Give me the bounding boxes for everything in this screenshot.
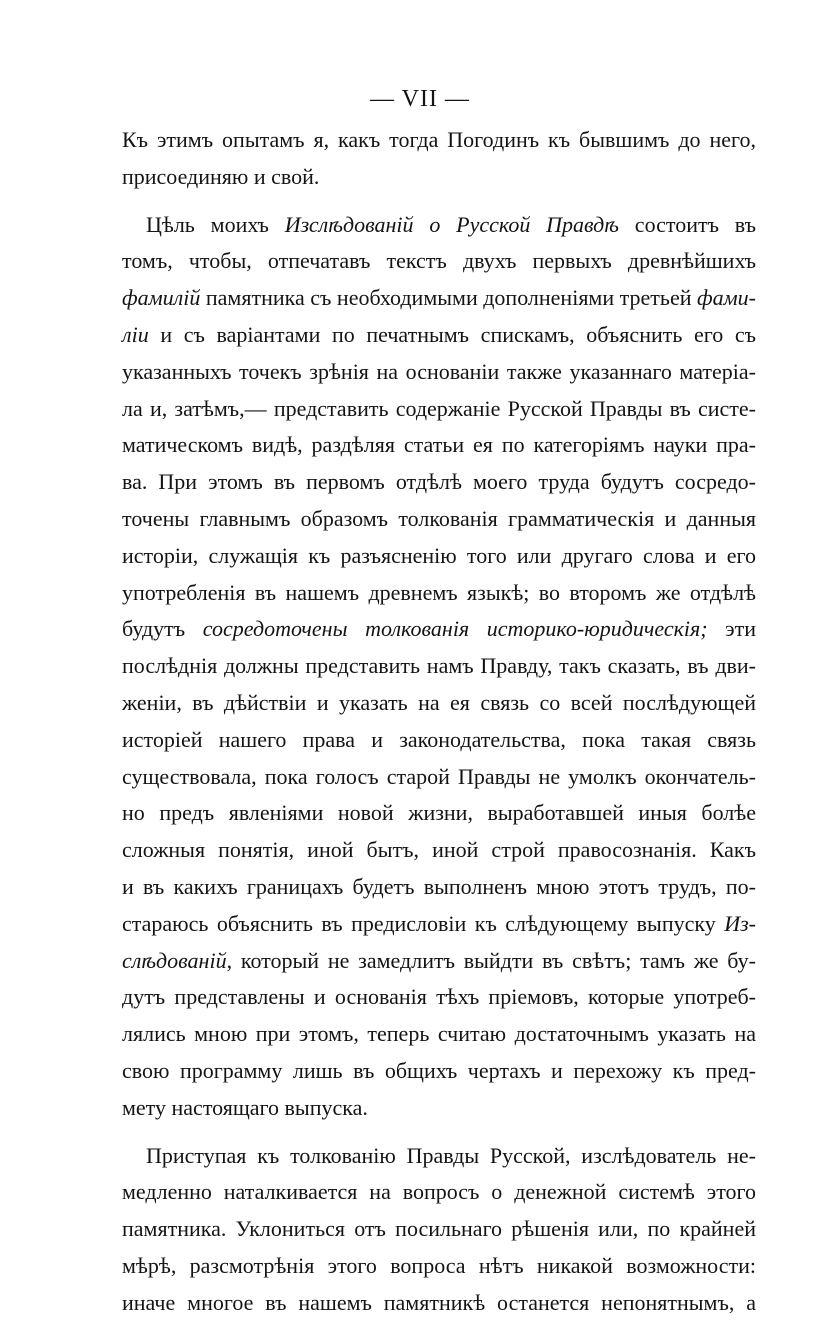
text-line: слѣдованій, который не замедлитъ выйдти въ свѣтъ; тамъ же бу- <box>122 947 756 973</box>
text-line: иначе многое въ нашемъ памятникѣ останется непонятнымъ, а <box>122 1289 756 1315</box>
text-line: лялись мною при этомъ, теперь считаю достаточнымъ указать на <box>122 1021 756 1047</box>
paragraph-2 <box>122 207 756 1127</box>
page-number: — VII — <box>370 86 470 112</box>
paragraph-3 <box>122 1138 756 1322</box>
text-line: томъ, чтобы, отпечатавъ текстъ двухъ первыхъ древнѣйшихъ <box>122 248 756 274</box>
text-line: будутъ сосредоточены толкованія историко-юридическія; эти <box>122 616 756 642</box>
italic-title: Изслѣдованій о Русской Правдѣ <box>284 211 619 237</box>
text-line: стараюсь объяснить въ предисловіи къ слѣдующему выпуску Из- <box>122 910 756 936</box>
text-line: но предъ явленіями новой жизни, выработавшей иныя болѣе <box>122 800 756 826</box>
text-line: ла и, затѣмъ,— представить содержаніе Русской Правды въ систе- <box>122 395 756 421</box>
text-line: сложныя понятія, иной бытъ, иной строй правосознанія. Какъ <box>122 837 756 863</box>
text-line: и въ какихъ границахъ будетъ выполненъ мною этотъ трудъ, по- <box>122 873 756 899</box>
text-line: ліи и съ варіантами по печатнымъ спискамъ, объяснить его съ <box>122 321 756 347</box>
body-text <box>122 122 756 1322</box>
text-line: исторіи, служащія къ разъясненію того или другаго слова и его <box>122 542 756 568</box>
text-line: Цѣль моихъ Изслѣдованій о Русской Правдѣ состоитъ въ <box>146 211 757 237</box>
text-line: мѣрѣ, разсмотрѣнія этого вопроса нѣтъ никакой возможности: <box>122 1252 756 1278</box>
text-line: мету настоящаго выпуска. <box>122 1094 368 1120</box>
text-line: медленно наталкивается на вопросъ о денежной системѣ этого <box>122 1179 756 1205</box>
text-line: Къ этимъ опытамъ я, какъ тогда Погодинъ къ бывшимъ до него, <box>122 127 756 152</box>
text-line: существовала, пока голосъ старой Правды не умолкъ окончатель- <box>122 763 756 789</box>
text-line: исторіей нашего права и законодательства, пока такая связь <box>122 726 756 752</box>
text-line: дутъ представлены и основанія тѣхъ пріемовъ, которые употреб- <box>122 984 756 1010</box>
text-line: ва. При этомъ въ первомъ отдѣлѣ моего труда будутъ сосредо- <box>122 469 756 495</box>
text-line: присоединяю и свой. <box>122 163 320 189</box>
text-line: свою программу лишь въ общихъ чертахъ и перехожу къ пред- <box>122 1057 756 1083</box>
text-line: матическомъ видѣ, раздѣляя статьи ея по категоріямъ науки пра- <box>122 432 756 458</box>
text-line: точены главнымъ образомъ толкованія грамматическія и данныя <box>122 505 756 531</box>
paragraph-1 <box>122 122 756 196</box>
text-line: фамилій памятника съ необходимыми дополненіями третьей фами- <box>122 285 756 311</box>
text-line: указанныхъ точекъ зрѣнія на основаніи также указаннаго матеріа- <box>122 358 756 384</box>
text-line: памятника. Уклониться отъ посильнаго рѣшенія или, по крайней <box>122 1216 756 1242</box>
text-line: послѣднія должны представить намъ Правду, такъ сказать, въ дви- <box>122 653 756 679</box>
text-line: Приступая къ толкованію Правды Русской, изслѣдователь не- <box>146 1142 756 1168</box>
text-line: употребленія въ нашемъ древнемъ языкѣ; во второмъ же отдѣлѣ <box>122 579 756 605</box>
text-line: женіи, въ дѣйствіи и указать на ея связь со всей послѣдующей <box>122 689 756 715</box>
